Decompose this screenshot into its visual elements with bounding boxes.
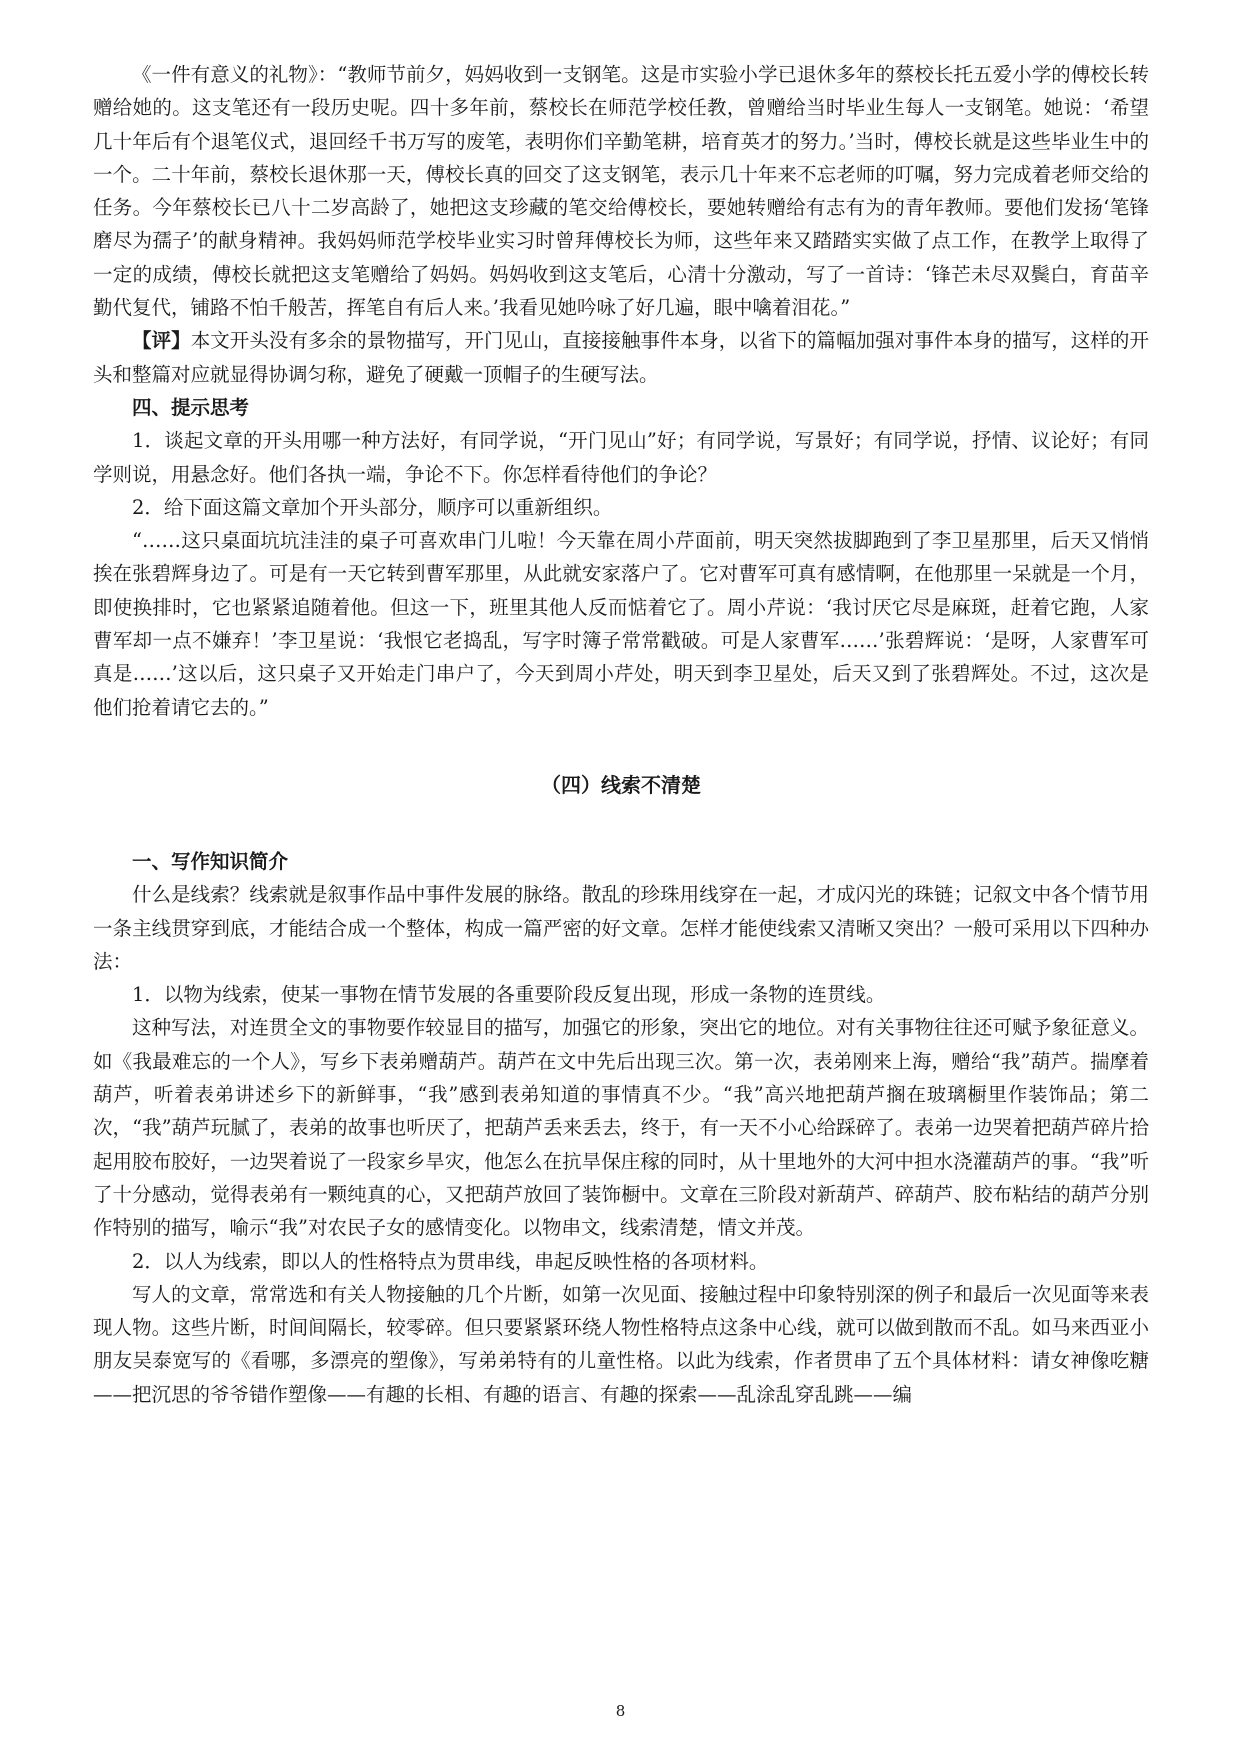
intro-paragraph-3: 这种写法，对连贯全文的事物要作较显目的描写，加强它的形象，突出它的地位。对有关事物往往还可赋予象征意义。如《我最难忘的一个人》，写乡下表弟赠葫芦。葫芦在文中先后出现三次。第一次，表弟刚来上海，赠给“我”葫芦。揣摩着葫芦，听着表弟讲述乡下的新鲜事，“我”感到表弟知道的事情真不少。“我”高兴地把葫芦搁在玻璃橱里作装饰品；第二次，“我”葫芦玩腻了，表弟的故事也听厌了，把葫芦丢来丢去，终于，有一天不小心给踩碎了。表弟一边哭着把葫芦碎片拾起用胶布胶好，一边哭着说了一段家乡旱灾，他怎么在抗旱保庄稼的同时，从十里地外的大河中担水浇灌葫芦的事。“我”听了十分感动，觉得表弟有一颗纯真的心，又把葫芦放回了装饰橱中。文章在三阶段对新葫芦、碎葫芦、胶布粘结的葫芦分别作特别的描写，喻示“我”对农民子女的感情变化。以物串文，线索清楚，情文并茂。	[93, 1016, 1149, 1240]
quoted-passage: “……这只桌面坑坑洼洼的桌子可喜欢串门儿啦！今天靠在周小芹面前，明天突然拔脚跑到了李卫星那里，后天又悄悄挨在张碧辉身边了。可是有一天它转到曹军那里，从此就安家落户了。它对曹军可真有感情啊，在他那里一呆就是一个月，即使换排时，它也紧紧追随着他。但这一下，班里其他人反而惦着它了。周小芹说：‘我讨厌它尽是麻斑，赶着它跑，人家曹军却一点不嫌弃！’李卫星说：‘我恨它老捣乱，写字时簿子常常戳破。可是人家曹军……’张碧辉说：‘是呀，人家曹军可真是……’这以后，这只桌子又开始走门串户了，今天到周小芹处，明天到李卫星处，后天又到了张碧辉处。不过，这次是他们抢着请它去的。”	[93, 529, 1149, 719]
think-item-2: 2．给下面这篇文章加个开头部分，顺序可以重新组织。	[132, 495, 613, 519]
section-title: （四）线索不清楚	[541, 772, 701, 797]
intro-paragraph-2: 1．以物为线索，使某一事物在情节发展的各重要阶段反复出现，形成一条物的连贯线。	[132, 983, 886, 1007]
comment-paragraph	[93, 324, 1149, 391]
think-item-1: 1．谈起文章的开头用哪一种方法好，有同学说，“开门见山”好；有同学说，写景好；有同学说，抒情、议论好；有同学则说，用悬念好。他们各执一端，争论不下。你怎样看待他们的争论？	[93, 429, 1149, 486]
document-page	[93, 58, 1149, 1411]
comment-text: 本文开头没有多余的景物描写，开门见山，直接接触事件本身，以省下的篇幅加强对事件本身的描写，这样的开头和整篇对应就显得协调匀称，避免了硬戴一顶帽子的生硬写法。	[93, 329, 1149, 386]
intro-paragraph-1: 什么是线索？线索就是叙事作品中事件发展的脉络。散乱的珍珠用线穿在一起，才成闪光的珠链；记叙文中各个情节用一条主线贯穿到底，才能结合成一个整体，构成一篇严密的好文章。怎样才能使线索又清晰又突出？一般可采用以下四种办法：	[93, 883, 1149, 973]
comment-label: 【评】	[132, 329, 191, 353]
heading-intro: 一、写作知识简介	[132, 849, 289, 873]
intro-paragraph-5: 写人的文章，常常选和有关人物接触的几个片断，如第一次见面、接触过程中印象特别深的例子和最后一次见面等来表现人物。这些片断，时间间隔长，较零碎。但只要紧紧环绕人物性格特点这条中心线，就可以做到散而不乱。如马来西亚小朋友吴泰宽写的《看哪，多漂亮的塑像》，写弟弟特有的儿童性格。以此为线索，作者贯串了五个具体材料：请女神像吃糖——把沉思的爷爷错作塑像——有趣的长相、有趣的语言、有趣的探索——乱涂乱穿乱跳——编	[93, 1282, 1149, 1406]
intro-paragraph-4: 2．以人为线索，即以人的性格特点为贯串线，串起反映性格的各项材料。	[132, 1249, 769, 1273]
page-number: 8	[615, 1702, 626, 1720]
heading-think: 四、提示思考	[132, 395, 250, 419]
example-paragraph: 《一件有意义的礼物》：“教师节前夕，妈妈收到一支钢笔。这是市实验小学已退休多年的蔡校长托五爱小学的傅校长转赠给她的。这支笔还有一段历史呢。四十多年前，蔡校长在师范学校任教，曾赠给当时毕业生每人一支钢笔。她说：‘希望几十年后有个退笔仪式，退回经千书万写的废笔，表明你们辛勤笔耕，培育英才的努力。’当时，傅校长就是这些毕业生中的一个。二十年前，蔡校长退休那一天，傅校长真的回交了这支钢笔，表示几十年来不忘老师的叮嘱，努力完成着老师交给的任务。今年蔡校长已八十二岁高龄了，她把这支珍藏的笔交给傅校长，要她转赠给有志有为的青年教师。要他们发扬‘笔锋磨尽为孺子’的献身精神。我妈妈师范学校毕业实习时曾拜傅校长为师，这些年来又踏踏实实做了点工作，在教学上取得了一定的成绩，傅校长就把这支笔赠给了妈妈。妈妈收到这支笔后，心清十分激动，写了一首诗：‘锋芒未尽双鬓白，育苗辛勤代复代，铺路不怕千般苦，挥笔自有后人来。’我看见她吟咏了好几遍，眼中噙着泪花。”	[93, 63, 1149, 320]
